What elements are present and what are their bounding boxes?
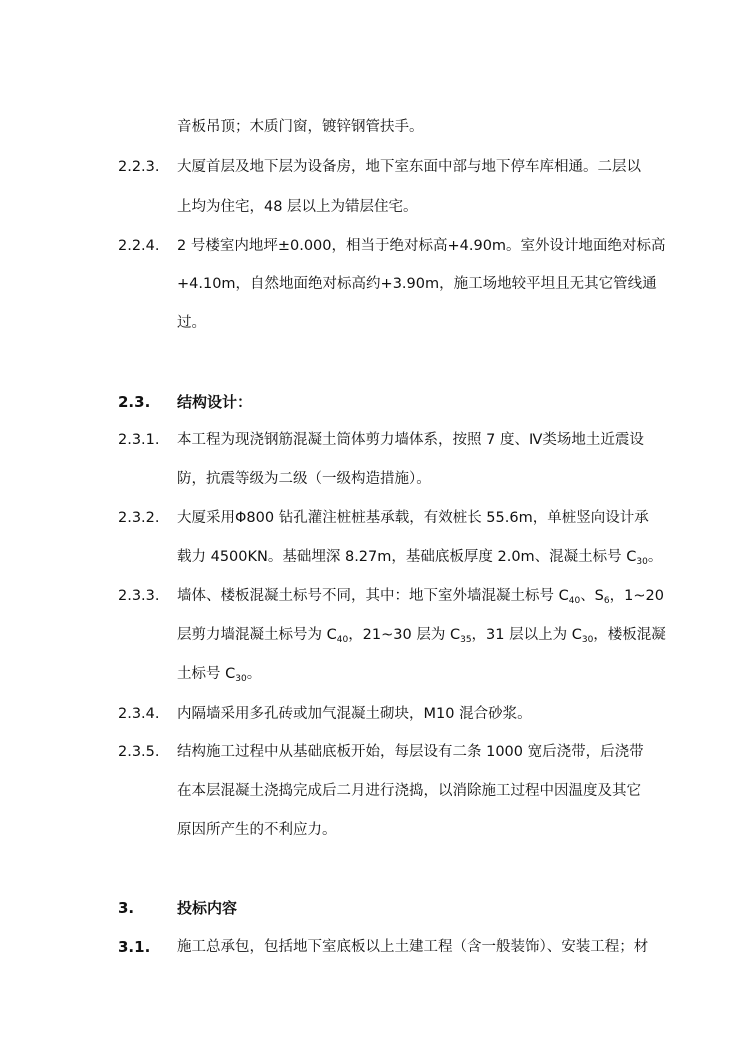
paragraph-line: 墙体、楼板混凝土标号不同，其中：地下室外墙混凝土标号 $C_{40}$、$S_6$，1~20 [177,588,664,606]
paragraph-line: 大厦首层及地下层为设备房，地下室东面中部与地下停车库相通。二层以 [177,159,641,175]
heading-number: 2.3. [118,393,151,411]
paragraph-line: 本工程为现浇钢筋混凝土筒体剪力墙体系，按照 7 度、Ⅳ类场地土近震设 [177,432,644,448]
paragraph-line: 原因所产生的不利应力。 [177,822,337,838]
paragraph-continuation: 音板吊顶；木质门窗，镀锌钢管扶手。 [177,119,424,135]
section-number: 2.3.4. [118,706,160,722]
paragraph-line: 载力 4500KN。基础埋深 8.27m，基础底板厚度 2.0m、混凝土标号 $C_{30}$。 [177,549,663,567]
paragraph-line: 土标号 $C_{30}$。 [177,666,262,684]
section-number: 2.3.3. [118,588,160,604]
section-number: 2.2.4. [118,238,160,254]
section-number: 2.3.2. [118,510,160,526]
heading-title: 结构设计： [177,393,253,411]
paragraph-line: 防，抗震等级为二级（一级构造措施）。 [177,471,431,487]
paragraph-line: 2 号楼室内地坪±0.000，相当于绝对标高+4.90m。室外设计地面绝对标高 [177,238,666,254]
paragraph-line: 层剪力墙混凝土标号为 $C_{40}$，21~30 层为 $C_{35}$，31 层以上为 $C_{30}$，楼板混凝 [177,627,666,645]
paragraph-line: +4.10m，自然地面绝对标高约+3.90m，施工场地较平坦且无其它管线通 [177,276,657,292]
section-number: 2.2.3. [118,159,160,175]
section-number: 2.3.5. [118,744,160,760]
paragraph-line: 内隔墙采用多孔砖或加气混凝土砌块，M10 混合砂浆。 [177,706,532,722]
paragraph-line: 施工总承包，包括地下室底板以上土建工程（含一般装饰）、安装工程；材 [177,939,649,955]
paragraph-line: 结构施工过程中从基础底板开始，每层设有二条 1000 宽后浇带，后浇带 [177,744,644,760]
section-number: 2.3.1. [118,432,160,448]
paragraph-line: 在本层混凝土浇捣完成后二月进行浇捣，以消除施工过程中因温度及其它 [177,783,641,799]
section-number: 3.1. [118,938,151,956]
heading-title: 投标内容 [177,899,238,917]
heading-number: 3. [118,899,135,917]
paragraph-line: 上均为住宅，48 层以上为错层住宅。 [177,199,418,215]
paragraph-line: 大厦采用Φ800 钻孔灌注桩桩基承载，有效桩长 55.6m，单桩竖向设计承 [177,510,649,526]
paragraph-line: 过。 [177,315,206,331]
